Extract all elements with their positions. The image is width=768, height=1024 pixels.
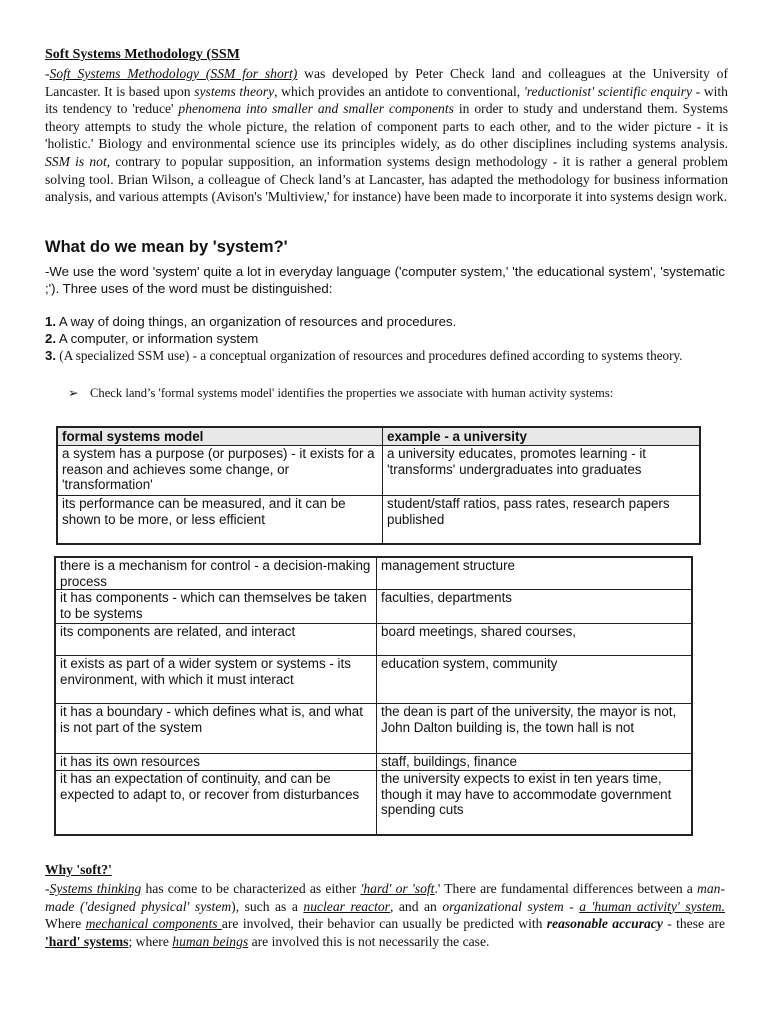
formal-systems-table-1 [56,426,701,545]
table-row [55,590,692,624]
table-cell: staff, buildings, finance [377,754,693,771]
system-uses-list [45,313,725,347]
text-run: - with its tendency to 'reduce' [45,83,728,117]
hard-systems-term: 'hard' systems [45,933,129,949]
table-cell: the dean is part of the university, the mayor is not, John Dalton building is, the town hall is not [377,704,693,754]
text-run: ; where [128,933,173,949]
table-cell: it exists as part of a wider system or systems - its environment, with which it must interact [55,656,377,704]
systems-thinking-term: Systems thinking [49,881,142,896]
section-heading-why-soft: Why 'soft?' [45,862,112,877]
text-run: are involved, their behavior can usually be predicted with [221,916,547,932]
text-run: are involved this is not necessarily the case. [248,933,490,949]
text-run: - these are [662,916,725,932]
list-number: 2. [45,331,56,346]
mech-components-term: mechanical components [85,916,222,932]
list-number: 1. [45,314,56,329]
text-run: Where [45,916,86,932]
text-run: , contrary to popular supposition, an information systems design methodology - it is rather a general problem solving tool. Brian Wilson, a colleague of Check land’s at Lancaster, has adapted the methodology for business information analysis, and various attempts (Avison's 'Multiview,' for instance) have been made to incorporate it into systems design work. [45,153,729,205]
hard-or-soft-term: 'hard' or 'soft [360,881,435,896]
section-heading-system: What do we mean by 'system?' [45,238,288,256]
list-text: (A specialized SSM use) - a conceptual organization of resources and procedures defined according to systems theory. [56,348,683,363]
list-item [45,330,725,347]
table-cell: it has an expectation of continuity, and can be expected to adapt to, or recover from disturbances [55,771,377,835]
table-cell: student/staff ratios, pass rates, research papers published [383,496,701,544]
table-row [55,557,692,590]
phenomena-term: phenomena into smaller and smaller components [178,101,454,117]
table-row [55,656,692,704]
text-run: ), such as a [231,898,304,914]
text-run: , which provides an antidote to conventional, [274,83,524,99]
text-run: has come to be characterized as either [141,881,361,896]
table-cell: the university expects to exist in ten years time, though it may have to accommodate government spending cuts [377,771,693,835]
arrow-bullet-icon: ➢ [68,386,79,400]
human-beings-term: human beings [172,933,249,949]
why-soft-paragraph [45,880,725,950]
table-cell: its performance can be measured, and it can be shown to be more, or less efficient [57,496,383,544]
reasonable-accuracy-term: reasonable accuracy [546,916,663,932]
table-row [55,624,692,656]
list-item [45,348,722,364]
text-run: .' There are fundamental differences between a [434,881,698,896]
ssm-term: Soft Systems Methodology (SSM for short) [49,66,298,81]
table-cell: it has components - which can themselves be taken to be systems [55,590,377,624]
table-header-row [57,427,700,446]
column-header: formal systems model [57,427,383,446]
text-run: , and an [389,898,443,914]
ssm-intro-paragraph [45,65,728,206]
text-run: - [563,898,580,914]
table-cell: education system, community [377,656,693,704]
table-cell: faculties, departments [377,590,693,624]
table-cell: it has a boundary - which defines what is, and what is not part of the system [55,704,377,754]
reductionist-term: 'reductionist' scientific enquiry [523,83,692,99]
text-run: in order to study and understand them. Systems theory attempts to study the whole picture, the relation of component parts to each other, and to the wider picture - it is 'holistic.' Biology and environmental science use its principles widely, as do other disciplines including systems analysis. [45,101,728,152]
table-row [57,446,700,496]
table-cell: there is a mechanism for control - a decision-making process [55,557,377,590]
systems-theory-term: systems theory [194,83,275,99]
human-activity-term: a 'human activity' system. [579,898,725,914]
list-number: 3. [45,348,56,363]
dash: - [45,881,50,896]
formal-systems-table-2 [54,556,693,836]
table-cell: its components are related, and interact [55,624,377,656]
org-system-term: organizational system [442,898,564,914]
column-header: example - a university [383,427,701,446]
bullet-text: Check land’s 'formal systems model' identifies the properties we associate with human activity systems: [90,386,614,400]
table-row [55,771,692,835]
list-item [45,313,725,330]
table-cell: a system has a purpose (or purposes) - it exists for a reason and achieves some change, or 'transformation' [57,446,383,496]
nuclear-reactor-term: nuclear reactor [303,898,390,914]
list-text: A computer, or information system [56,331,259,346]
bullet-item [68,385,728,401]
table-cell: it has its own resources [55,754,377,771]
table-row [57,496,700,544]
section-heading-ssm: Soft Systems Methodology (SSM [45,47,240,62]
table-row [55,704,692,754]
table-cell: a university educates, promotes learning - it 'transforms' undergraduates into graduates [383,446,701,496]
table-cell: management structure [377,557,693,590]
system-intro-paragraph: -We use the word 'system' quite a lot in everyday language ('computer system,' 'the educational system', 'systematic ;'). Three uses of the word must be distinguished: [45,264,725,296]
table-row [55,754,692,771]
man-made-term: man-made ('designed physical' system [45,881,725,914]
ssm-is-not-term: SSM is not [45,153,107,169]
text-run: was developed by Peter Check land and colleagues at the University of Lancaster. It is based upon [45,66,728,99]
dash: - [45,66,50,81]
list-text: A way of doing things, an organization of resources and procedures. [56,314,457,329]
table-cell: board meetings, shared courses, [377,624,693,656]
